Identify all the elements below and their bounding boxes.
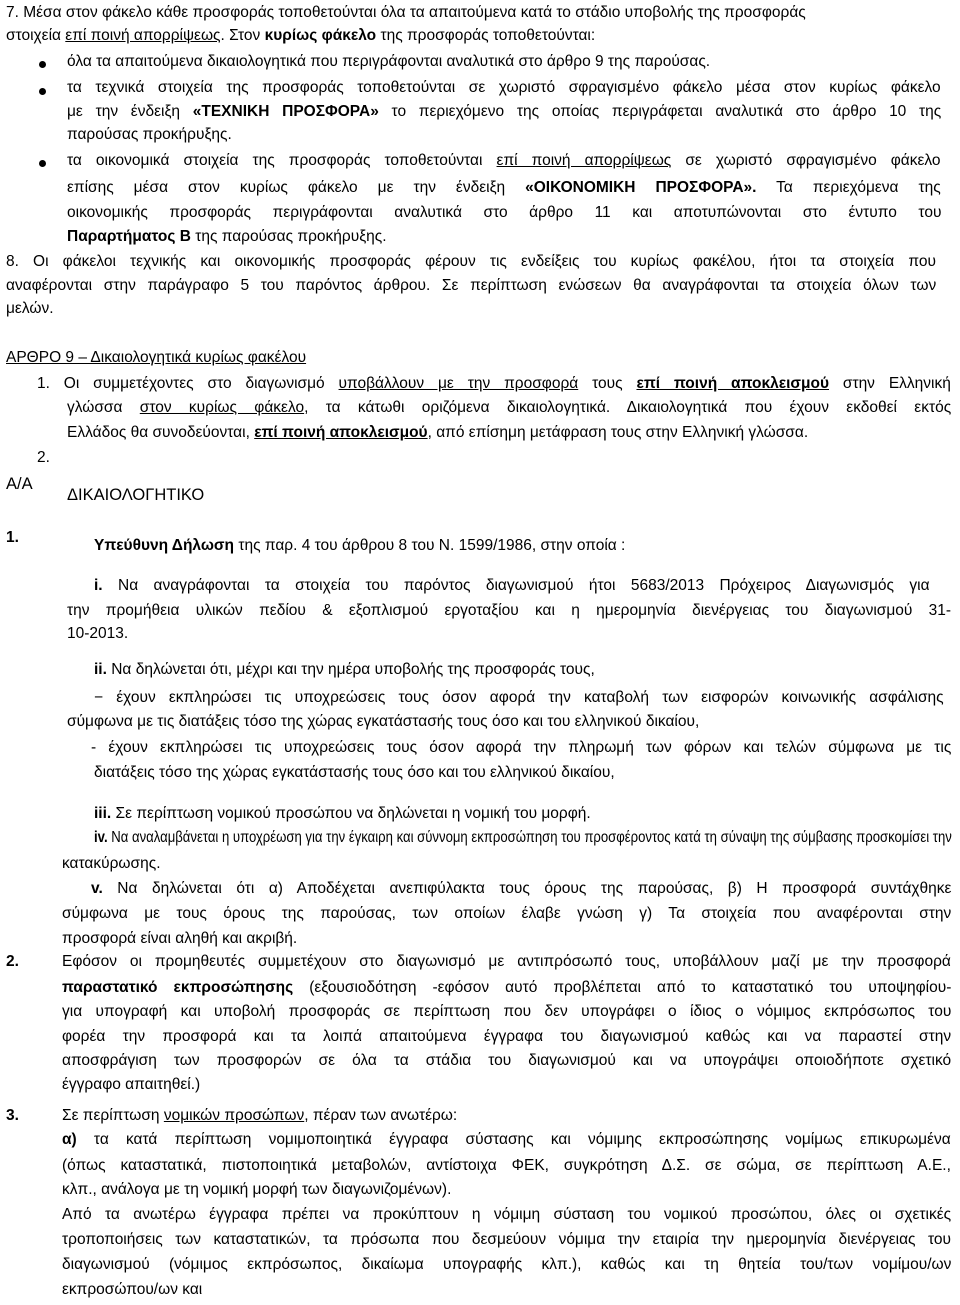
text-line: [62, 1282, 202, 1298]
text-line: [62, 1132, 951, 1148]
text-line: [37, 450, 50, 466]
text-line: [67, 714, 699, 730]
text-run: «ΟΙΚΟΝΟΜΙΚΗ ΠΡΟΣΦΟΡΑ».: [525, 179, 757, 196]
text-line: [62, 1029, 951, 1045]
text-run: Να δηλώνεται ότι α) Αποδέχεται ανεπιφύλακτα τους όρους της παρούσας, β) Η προσφορά συντάχθηκε: [102, 880, 952, 897]
text-run: για υπογραφή και υποβολή προσφοράς σε περίπτωση που δεν υπογράφει ο ίδιος ο νόμιμος εκπρόσωπος του: [62, 1003, 952, 1020]
text-run: Να αναγράφονται τα στοιχεία του παρόντος διαγωνισμού ήτοι 5683/2013 Πρόχειρος Διαγωνισμός για: [102, 577, 930, 594]
text-line: [37, 376, 951, 392]
bullet-dot: [39, 61, 46, 68]
text-run: , πέραν των ανωτέρω:: [304, 1107, 458, 1124]
text-run: Παραρτήματος Β: [67, 228, 191, 245]
text-run: Α/Α: [6, 475, 33, 493]
text-run: διαγωνισμού (νόμιμος εκπρόσωπος, δικαίωμα υπογραφής κλπ.), καθώς και τη θητεία του/των νομίμου/ων: [62, 1256, 952, 1273]
text-line: [67, 400, 951, 416]
text-run: την προμήθεια υλικών πεδίου & εξοπλισμού εργοταξίου και η ημερομηνία διενέργειας του διαγωνισμού 31-: [67, 602, 952, 619]
text-run: α): [62, 1131, 77, 1148]
text-line: [94, 830, 952, 846]
text-run: φορέα την προσφορά και τα λοιπά απαιτούμενα έγγραφα του διαγωνισμού καθώς και να παραστεί στην: [62, 1028, 952, 1045]
text-run: 1. Οι συμμετέχοντες στο διαγωνισμό: [37, 375, 339, 392]
text-run: της προσφοράς τοποθετούνται:: [376, 27, 596, 44]
text-run: μελών.: [6, 300, 54, 317]
text-line: [62, 1182, 451, 1198]
text-run: οικονομικής προσφοράς περιγράφονται αναλυτικά στο άρθρο 11 και αποτυπώνονται στο έντυπο του: [67, 204, 942, 221]
text-run: της παρ. 4 του άρθρου 8 του Ν. 1599/1986, στην οποία :: [234, 537, 626, 554]
text-run: όλα τα απαιτούμενα δικαιολογητικά που περιγράφονται αναλυτικά στο άρθρο 9 της παρούσας.: [67, 53, 711, 70]
text-run: της παρούσας προκήρυξης.: [190, 228, 387, 245]
text-run: τροποποιήσεις των καταστατικών, τα πρόσωπα που δεσμεύουν νόμιμα την εταιρία την ημερομηνία διενέργειας του: [62, 1231, 951, 1248]
text-line: [62, 1257, 951, 1273]
text-run: (όπως καταστατικά, πιστοποιητικά μεταβολών, αντίστοιχα ΦΕΚ, συγκρότηση Δ.Σ. σε σώμα, σε περίπτωση Α.Ε.,: [62, 1157, 951, 1174]
text-run: Σε περίπτωση νομικού προσώπου να δηλώνεται η νομική του μορφή.: [111, 805, 591, 822]
text-run: Τα περιεχόμενα της: [756, 179, 941, 196]
text-run: επί ποινή απορρίψεως: [65, 27, 221, 44]
text-line: [94, 538, 625, 554]
text-run: αποσφράγιση των προσφορών σε όλα τα στάδια του διαγωνισμού και να υπογράψει οποιοδήποτε σχετικό: [62, 1052, 952, 1069]
text-run: έγγραφο απαιτηθεί.): [62, 1076, 201, 1093]
text-line: [67, 487, 204, 504]
text-run: παρούσας προκήρυξης.: [67, 126, 232, 143]
text-run: ΑΡΘΡΟ 9 – Δικαιολογητικά κυρίως φακέλου: [6, 349, 307, 366]
text-line: [6, 28, 595, 44]
text-run: Ελλάδος θα συνοδεύονται,: [67, 424, 255, 441]
text-run: 7. Μέσα στον φάκελο κάθε προσφοράς τοποθετούνται όλα τα απαιτούμενα κατά το στάδιο υποβολής της προσφοράς: [6, 4, 806, 21]
text-run: το περιεχόμενο της οποίας περιγράφεται αναλυτικά στο άρθρο 10 της: [378, 103, 942, 120]
text-run: σε χωριστό σφραγισμένο φάκελο: [671, 152, 941, 169]
text-run: σύμφωνα με τους όρους της παρούσας, των οποίων έλαβε γνώση γ) Τα στοιχεία που αναφέρονται στην: [62, 905, 952, 922]
text-run: κυρίως φάκελο: [264, 27, 377, 44]
text-line: [6, 350, 306, 366]
text-run: υποβάλλουν με την προσφορά: [338, 375, 579, 392]
text-run: ii.: [94, 661, 107, 678]
text-line: [62, 1158, 951, 1174]
text-line: [62, 1232, 951, 1248]
text-line: [67, 153, 941, 169]
text-line: [62, 856, 161, 872]
text-line: [62, 1077, 200, 1093]
text-run: Από τα ανωτέρω έγγραφα πρέπει να προκύπτουν η νόμιμη σύσταση του νομικού προσώπου, όλες οι σχετικές: [62, 1206, 952, 1223]
text-line: [62, 1108, 457, 1124]
text-run: 10-2013.: [67, 625, 129, 642]
text-run: τα τεχνικά στοιχεία της προσφοράς τοποθετούνται σε χωριστό σφραγισμένο φάκελο μέσα στον κυρίως φάκελο: [67, 79, 941, 96]
text-run: επί ποινή απορρίψεως: [496, 152, 672, 169]
text-line: [67, 104, 941, 120]
text-run: Σε περίπτωση: [62, 1107, 164, 1124]
text-run: , τα κάτωθι οριζόμενα δικαιολογητικά. Δικαιολογητικά που έχουν εκδοθεί εκτός: [304, 399, 952, 416]
text-run: Να αναλαμβάνεται η υποχρέωση για την έγκαιρη και σύννομη εκπροσώπηση του προσφέροντος κατά τη σύναψη της σύμβασης προσκομίσει την: [107, 829, 952, 846]
text-line: [62, 1004, 951, 1020]
text-line: [94, 806, 591, 822]
text-line: [6, 954, 19, 970]
text-line: [62, 980, 951, 996]
text-run: i.: [94, 577, 103, 594]
text-run: με την ένδειξη: [67, 103, 193, 120]
text-line: [94, 578, 930, 594]
text-line: [67, 425, 808, 441]
text-line: [67, 205, 941, 221]
text-line: [6, 5, 806, 21]
bullet-dot: [39, 160, 46, 167]
text-run: στοιχεία: [6, 27, 66, 44]
text-line: [91, 740, 951, 756]
text-run: επί ποινή αποκλεισμού: [254, 424, 428, 441]
text-line: [62, 931, 297, 947]
text-line: [67, 603, 951, 619]
text-line: [94, 690, 944, 706]
text-run: εκπροσώπου/ων και: [62, 1281, 203, 1298]
text-run: κατακύρωσης.: [62, 855, 161, 872]
text-run: ΔΙΚΑΙΟΛΟΓΗΤΙΚΟ: [67, 486, 205, 504]
text-run: v.: [91, 880, 103, 897]
text-line: [67, 180, 941, 196]
text-run: 2.: [37, 449, 50, 466]
text-line: [62, 1053, 951, 1069]
text-line: [67, 229, 387, 245]
text-line: [67, 54, 710, 70]
text-run: iv.: [94, 829, 108, 846]
text-line: [6, 530, 19, 546]
text-run: στον κυρίως φάκελο: [139, 399, 305, 416]
text-line: [6, 278, 936, 294]
text-run: (εξουσιοδότηση -εφόσον αυτό προβλέπεται από το καταστατικό του υποψηφίου-: [293, 979, 952, 996]
text-run: Να δηλώνεται ότι, μέχρι και την ημέρα υποβολής της προσφοράς τους,: [106, 661, 595, 678]
text-run: 2.: [6, 953, 19, 970]
text-run: − έχουν εκπληρώσει τις υποχρεώσεις τους όσον αφορά την καταβολή των εισφορών κοινωνικής ασφάλισης: [94, 689, 944, 706]
text-line: [6, 1108, 19, 1124]
text-run: στην Ελληνική: [829, 375, 951, 392]
text-line: [94, 662, 595, 678]
text-run: - έχουν εκπληρώσει τις υποχρεώσεις τους όσον αφορά την πληρωμή των φόρων και τελών σύμφωνα με τις: [91, 739, 952, 756]
text-run: τα κατά περίπτωση νομιμοποιητικά έγγραφα σύστασης και νόμιμης εκπροσώπησης νομίμως επικυρωμένα: [76, 1131, 951, 1148]
text-run: επίσης μέσα στον κυρίως φάκελο με την ένδειξη: [67, 179, 526, 196]
text-run: . Στον: [220, 27, 265, 44]
text-line: [62, 954, 951, 970]
text-line: [6, 254, 936, 270]
text-run: επί ποινή αποκλεισμού: [636, 375, 829, 392]
text-line: [6, 301, 54, 317]
text-run: τα οικονομικά στοιχεία της προσφοράς τοποθετούνται: [67, 152, 497, 169]
text-run: σύμφωνα με τις διατάξεις τόσο της χώρας εγκατάστασής τους όσο και του ελληνικού δικαίου,: [67, 713, 700, 730]
text-run: Υπεύθυνη Δήλωση: [94, 537, 235, 554]
text-run: κλπ., ανάλογα με τη νομική μορφή των διαγωνιζομένων).: [62, 1181, 452, 1198]
text-run: νομικών προσώπων: [163, 1107, 305, 1124]
text-line: [6, 476, 33, 493]
text-run: γλώσσα: [67, 399, 140, 416]
text-line: [67, 127, 232, 143]
text-line: [67, 626, 128, 642]
bullet-dot: [39, 88, 46, 95]
text-run: παραστατικό εκπροσώπησης: [62, 979, 294, 996]
text-line: [94, 765, 615, 781]
text-line: [62, 1207, 951, 1223]
text-line: [62, 906, 951, 922]
text-run: 1.: [6, 529, 19, 546]
text-run: διατάξεις τόσο της χώρας εγκατάστασής τους όσο και του ελληνικού δικαίου,: [94, 764, 615, 781]
text-run: Εφόσον οι προμηθευτές συμμετέχουν στο διαγωνισμό με αντιπρόσωπό τους, υποβάλλουν μαζί με την προσφορά: [62, 953, 951, 970]
text-run: προσφορά είναι αληθή και ακριβή.: [62, 930, 298, 947]
text-run: αναφέρονται στην παράγραφο 5 του παρόντος άρθρου. Σε περίπτωση ενώσεων θα αναγράφονται τα στοιχεία όλων των: [6, 277, 937, 294]
text-run: τους: [578, 375, 637, 392]
text-run: 3.: [6, 1107, 19, 1124]
text-run: 8. Οι φάκελοι τεχνικής και οικονομικής προσφοράς φέρουν τις ενδείξεις του κυρίως φακέλου, ήτοι τα στοιχεία που: [6, 253, 936, 270]
text-run: «ΤΕΧΝΙΚΗ ΠΡΟΣΦΟΡΑ»: [192, 103, 379, 120]
text-run: , από επίσημη μετάφραση τους στην Ελληνική γλώσσα.: [427, 424, 809, 441]
text-line: [67, 80, 941, 96]
text-run: iii.: [94, 805, 112, 822]
text-line: [91, 881, 951, 897]
